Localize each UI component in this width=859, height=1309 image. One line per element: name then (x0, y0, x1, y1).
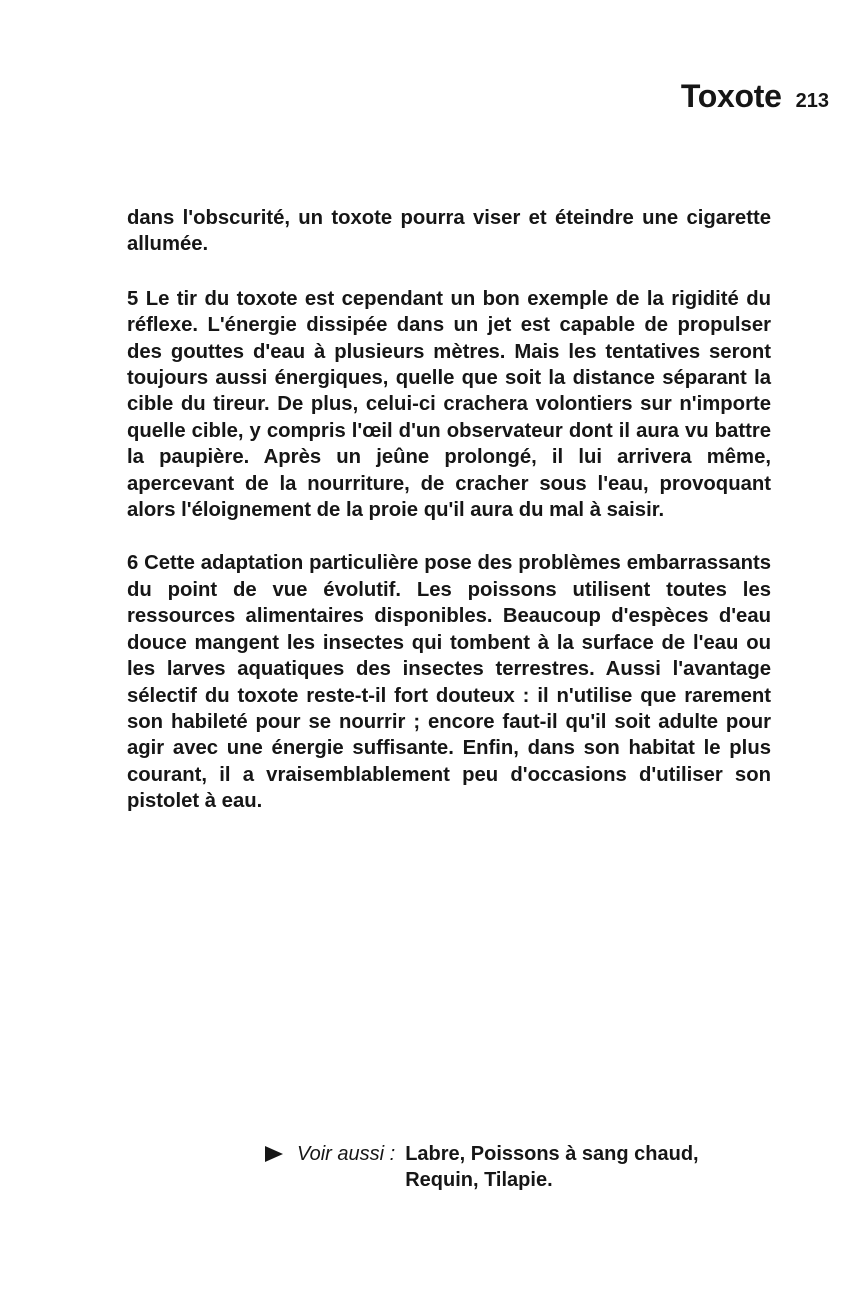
text-segment: L'énergie dissipée dans un jet est capable de propulser des gouttes d'eau (127, 314, 771, 363)
emphasis-segment: à plusieurs mètres. (314, 340, 506, 363)
text-segment: 6 Cette (127, 552, 201, 575)
paragraph-6 (127, 550, 771, 814)
emphasis-segment: adaptation particulière (200, 552, 419, 575)
paragraph-5 (127, 286, 771, 524)
text-segment: y compris l'œil d'un observateur dont il aura vu battre la paupière. Après un jeûne prolongé, il lui arrivera même, apercevant de la nourriture, de cracher (127, 419, 772, 495)
text-segment: Mais les tentatives seront toujours aussi énergiques, quelle que soit la distance séparant la cible du tireur. De plus, celui-ci crachera volontiers sur (127, 340, 771, 416)
emphasis-segment: rigidité du réflexe. (127, 287, 771, 337)
body-text (127, 205, 771, 842)
text-segment: 5 Le tir du toxote est cependant un bon exemple de la (127, 287, 672, 310)
emphasis-segment: sous l'eau, (539, 472, 649, 495)
see-also-references: Labre, Poissons à sang chaud, Requin, Tilapie. (405, 1143, 699, 1191)
see-also (265, 1141, 777, 1193)
arrow-right-icon (265, 1146, 283, 1162)
chapter-title: Toxote (680, 78, 782, 114)
page-header (681, 78, 829, 115)
paragraph-intro (127, 205, 771, 258)
text-segment: du toxote reste-t-il fort douteux : il n'utilise que rarement son habileté pour se nourrir ; encore faut-il qu'il soit adulte pour agir avec une (127, 684, 771, 760)
text-segment: dans l'obscurité, un toxote pourra viser et (127, 207, 555, 229)
emphasis-segment: n'importe quelle cible, (127, 393, 771, 442)
text-segment: pose des problèmes embarrassants du point de vue évolutif. Les poissons utilisent toutes les ressources alimentaires disponibles. Beaucoup d'espèces d'eau douce mangent les insectes qui tombent à la surface de l'eau ou les larves aquatiques des insectes terrestres. Aussi (127, 552, 771, 681)
see-also-label: Voir aussi : (297, 1143, 396, 1165)
text-segment: Enfin, dans son habitat le plus courant, il a vraisemblablement peu d'occasions d'utiliser son pistolet à eau. (127, 737, 771, 813)
emphasis-segment: éteindre une cigarette allumée. (127, 207, 771, 256)
emphasis-segment: énergie suffisante. (271, 737, 454, 760)
page-number: 213 (795, 90, 829, 112)
emphasis-segment: l'avantage sélectif (127, 658, 771, 707)
text-segment: provoquant alors l'éloignement de la proie qu'il aura du mal à saisir. (127, 472, 772, 522)
